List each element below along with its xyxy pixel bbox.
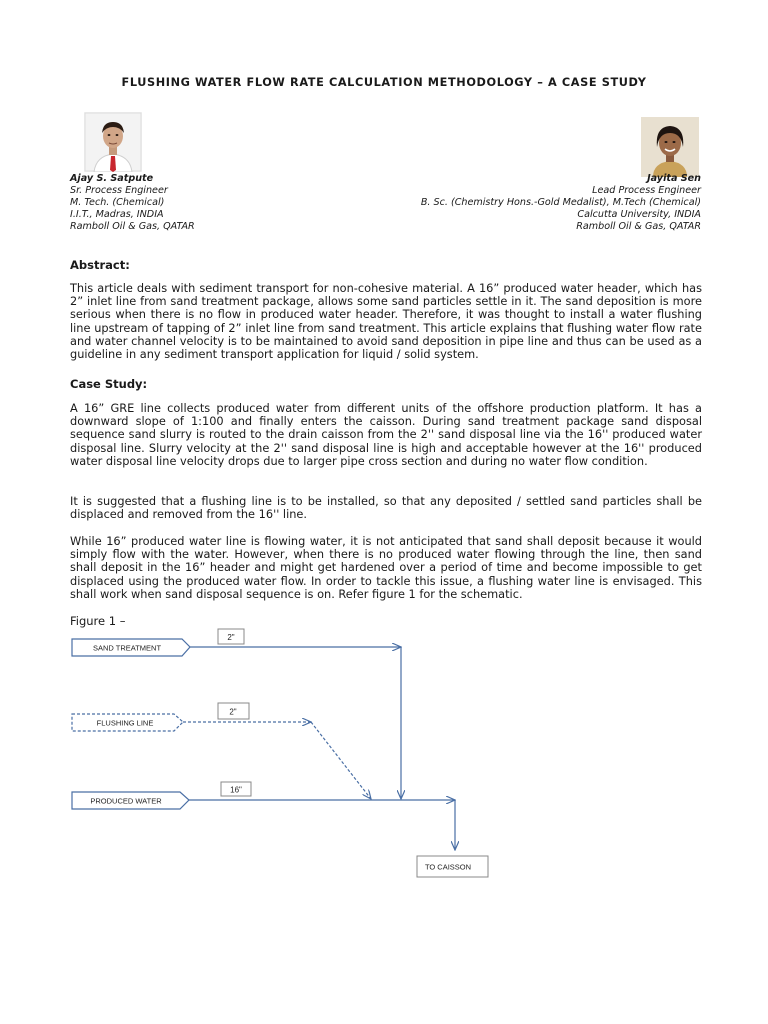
sand-treatment-node — [72, 639, 190, 656]
author-designation: Sr. Process Engineer — [70, 185, 168, 196]
case-study-paragraph: It is suggested that a flushing line is to be installed, so that any deposited / settled sand particles shall be displaced and removed from the 16'' line. — [70, 494, 702, 522]
flushing-diagonal-line — [311, 722, 371, 799]
author-company: Ramboll Oil & Gas, QATAR — [576, 221, 701, 232]
paper-title: FLUSHING WATER FLOW RATE CALCULATION METHODOLOGY – A CASE STUDY — [121, 76, 647, 89]
produced-water-label: PRODUCED WATER — [90, 796, 162, 806]
svg-text:2": 2" — [227, 633, 235, 642]
produced-water-node — [72, 792, 189, 809]
case-study-paragraph: While 16” produced water line is flowing water, it is not anticipated that sand shall deposit because it would simply flow with the water. However, when there is no produced water flowing through the line, then sand shall deposit in the 16” header and might get hardened over a period of time and become impossible to get displaced using the produced water flow. In order to tackle this issue, a flushing water line is envisaged. This shall work when sand disposal sequence is on. Refer figure 1 for the schematic. — [70, 534, 702, 601]
to-caisson-label: TO CAISSON — [424, 862, 472, 872]
abstract-heading: Abstract: — [70, 258, 130, 272]
abstract-text: This article deals with sediment transport for non-cohesive material. A 16” produced water header, which has 2” inlet line from sand treatment package, allows some sand particles settle in it. The sand deposition is more serious when there is no flow in produced water header. Therefore, it was thought to install a water flushing line upstream of tapping of 2” inlet line from sand treatment. This article explains that flushing water flow rate and water channel velocity is to be maintained to avoid sand deposition in pipe line and thus can be used as a guideline in any sediment transport application for liquid / solid system. — [70, 281, 702, 362]
to-caisson-node — [417, 856, 488, 877]
case-study-paragraph: A 16” GRE line collects produced water from different units of the offshore production platform. It has a downward slope of 1:100 and finally enters the caisson. During sand treatment package sand disposal sequence sand slurry is routed to the drain caisson from the 2'' sand disposal line via the 16'' produced water disposal line. Slurry velocity at the 2'' sand disposal line is high and acceptable however at the 16'' produced water disposal line velocity drops due to larger pipe cross section and during no water flow condition. — [70, 401, 702, 468]
author-institute: Calcutta University, INDIA — [577, 209, 701, 220]
flushing-line-label: FLUSHING LINE — [96, 718, 154, 728]
size-label-sand — [218, 629, 244, 644]
figure-label: Figure 1 – — [70, 614, 126, 628]
author-designation: Lead Process Engineer — [592, 185, 701, 196]
flushing-line-node — [72, 714, 183, 731]
case-study-heading: Case Study: — [70, 377, 148, 391]
author-name: Ajay S. Satpute — [70, 173, 154, 184]
size-label-produced — [221, 782, 251, 796]
svg-text:2": 2" — [229, 707, 237, 717]
author-company: Ramboll Oil & Gas, QATAR — [70, 221, 195, 232]
flow-lines — [183, 647, 455, 850]
size-label-flushing — [218, 703, 249, 719]
svg-text:16": 16" — [230, 785, 242, 795]
author-degree: B. Sc. (Chemistry Hons.-Gold Medalist), M.Tech (Chemical) — [420, 197, 701, 208]
author-institute: I.I.T., Madras, INDIA — [70, 209, 164, 220]
author-degree: M. Tech. (Chemical) — [70, 197, 165, 208]
author-name: Jayita Sen — [647, 173, 701, 184]
sand-treatment-label: SAND TREATMENT — [92, 643, 162, 653]
